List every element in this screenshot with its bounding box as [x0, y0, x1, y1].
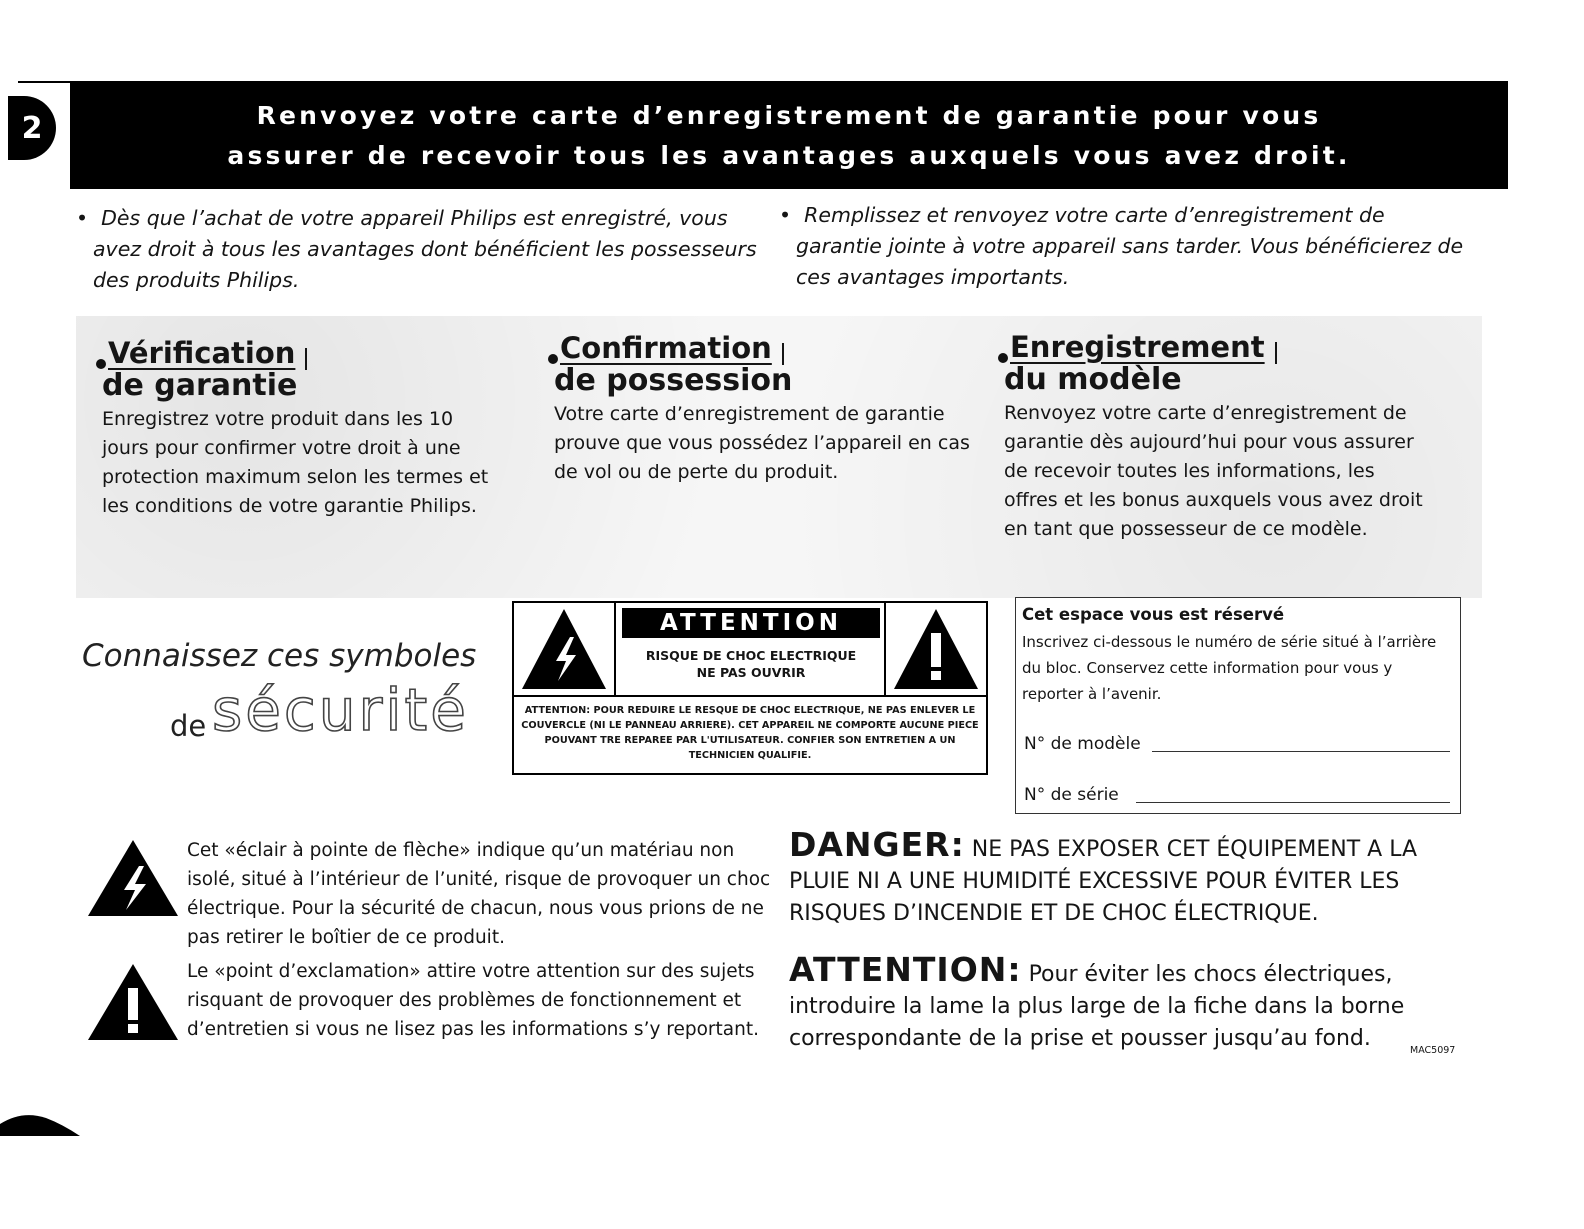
intro-right-text: Remplissez et renvoyez votre carte d’enregistrement de garantie jointe à votre appareil sans tarder. Vous bénéficierez de ces avantages importants.	[796, 203, 1464, 289]
attention-text: Pour éviter les chocs électriques, introduire la lame la plus large de la fiche dans la borne correspondante de la prise et pousser jusqu’au fond.	[789, 962, 1405, 1051]
attention-sub-line1: RISQUE DE CHOC ELECTRIQUE	[645, 648, 857, 663]
benefit-warranty-title-line1: Vérification	[108, 336, 296, 370]
benefit-model	[998, 330, 1438, 544]
exclamation-symbol-icon	[86, 962, 180, 1042]
reserved-info-box	[1015, 597, 1461, 814]
danger-key: DANGER:	[789, 825, 965, 864]
model-code: MAC5097	[1410, 1045, 1456, 1056]
serial-number-label: N° de série	[1024, 785, 1119, 805]
benefit-ownership	[548, 331, 978, 487]
exclamation-warning-icon	[886, 603, 986, 695]
intro-bullet-left	[76, 203, 773, 296]
bullet-icon: •	[779, 203, 805, 227]
benefit-model-subtitle: du modèle	[1004, 362, 1182, 397]
securite-outline-word	[208, 660, 498, 740]
benefit-model-body: Renvoyez votre carte d’enregistrement de garantie dès aujourd’hui pour vous assurer de recevoir toutes les informations, les offres et les bonus auxquels vous avez droit en tant que possesseur de ce modèle.	[1004, 402, 1423, 540]
intro-bullet-right	[779, 200, 1476, 293]
benefit-warranty-body: Enregistrez votre produit dans les 10 jours pour confirmer votre droit à une protection maximum selon les termes et les conditions de votre garantie Philips.	[102, 408, 489, 517]
step-number-badge: 2	[8, 96, 56, 160]
benefit-warranty-title	[96, 336, 516, 370]
intro-left-text: Dès que l’achat de votre appareil Philips est enregistré, vous avez droit à tous les avantages dont bénéficient les possesseurs des produits Philips.	[93, 206, 757, 292]
benefit-warranty	[96, 336, 516, 521]
page-corner-tab	[0, 1110, 80, 1136]
danger-text: NE PAS EXPOSER CET ÉQUIPEMENT A LA PLUIE NI A UNE HUMIDITÉ EXCESSIVE POUR ÉVITER LES RISQUES D’INCENDIE ET DE CHOC ÉLECTRIQUE.	[789, 837, 1418, 926]
securite-word-text: sécurité	[212, 676, 469, 740]
header-title-line1: Renvoyez votre carte d’enregistrement de garantie pour vous	[256, 101, 1322, 130]
attention-heading: ATTENTION	[622, 608, 880, 638]
benefit-model-title	[998, 330, 1438, 364]
attention-key: ATTENTION:	[789, 950, 1022, 989]
attention-warning	[789, 950, 1479, 1055]
attention-label-top	[514, 603, 986, 697]
reserved-title: Cet espace vous est réservé	[1022, 605, 1285, 624]
lightning-warning-icon	[514, 603, 614, 695]
benefit-ownership-body: Votre carte d’enregistrement de garantie prouve que vous possédez l’appareil en cas de vol ou de perte du produit.	[554, 403, 970, 483]
benefit-ownership-title	[548, 331, 978, 365]
benefit-ownership-subtitle: de possession	[554, 363, 793, 398]
exclamation-symbol-explanation: Le «point d’exclamation» attire votre attention sur des sujets risquant de provoquer des problèmes de fonctionnement et d’entretien si vous ne lisez pas les informations s’y reportant.	[187, 961, 759, 1040]
symbols-title: Connaissez ces symboles	[82, 638, 477, 674]
attention-body-text: ATTENTION: POUR REDUIRE LE RESQUE DE CHOC ELECTRIQUE, NE PAS ENLEVER LE COUVERCLE (NI LE PANNEAU ARRIERE). CET APPAREIL NE COMPORTE AUCUNE PIECE POUVANT TRE REPAREE PAR L'UTILISATEUR. CONFIER SON ENTRETIEN A UN TECHNICIEN QUALIFIE.	[521, 705, 979, 761]
symbols-de: de	[170, 709, 207, 743]
benefit-warranty-subtitle: de garantie	[102, 368, 298, 403]
benefit-model-title-line1: Enregistrement	[1010, 330, 1265, 364]
attention-label-right-cell	[884, 603, 986, 695]
lightning-symbol-icon	[86, 838, 180, 918]
attention-warning-label	[512, 601, 988, 775]
header-title-line2: assurer de recevoir tous les avantages auxquels vous avez droit.	[227, 141, 1351, 170]
attention-sub-line2: NE PAS OUVRIR	[696, 665, 806, 680]
model-number-label: N° de modèle	[1024, 734, 1141, 754]
attention-label-left-cell	[514, 603, 616, 695]
danger-warning	[789, 825, 1479, 930]
benefit-ownership-title-line1: Confirmation	[560, 331, 772, 365]
lightning-symbol-explanation: Cet «éclair à pointe de flèche» indique qu’un matériau non isolé, situé à l’intérieur de l’unité, risque de provoquer un choc électrique. Pour la sécurité de chacun, nous vous prions de ne pas retirer le boîtier de ce produit.	[187, 840, 771, 948]
reserved-text: Inscrivez ci-dessous le numéro de série situé à l’arrière du bloc. Conservez cette information pour vous y reporter à l’avenir.	[1022, 633, 1437, 703]
model-number-field[interactable]	[1152, 751, 1450, 752]
serial-number-field[interactable]	[1136, 802, 1450, 803]
bullet-icon: •	[76, 206, 102, 230]
header-banner	[70, 83, 1508, 189]
attention-subheading	[620, 647, 882, 681]
